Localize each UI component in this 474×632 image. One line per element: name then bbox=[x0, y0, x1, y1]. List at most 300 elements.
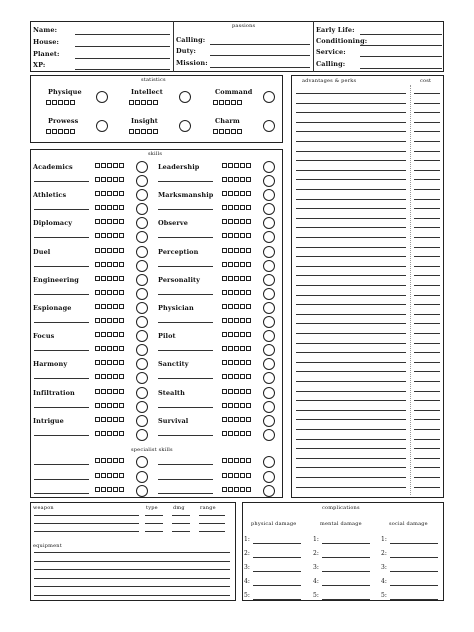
skill-line bbox=[158, 350, 213, 351]
complication-line[interactable] bbox=[322, 585, 370, 586]
skill-line bbox=[34, 181, 89, 182]
header-divider-1 bbox=[173, 21, 174, 72]
advantage-line[interactable] bbox=[296, 208, 406, 209]
skill-label: Observe bbox=[158, 219, 189, 228]
complication-line[interactable] bbox=[322, 543, 370, 544]
cost-line[interactable] bbox=[414, 391, 440, 392]
advantage-line[interactable] bbox=[296, 160, 406, 161]
specialist-field[interactable] bbox=[158, 493, 213, 494]
skill-label: Espionage bbox=[33, 304, 72, 312]
weapon-range-line[interactable] bbox=[199, 523, 225, 524]
skill-boxes[interactable] bbox=[95, 389, 124, 394]
skill-circle[interactable] bbox=[263, 415, 275, 427]
weapon-type-line[interactable] bbox=[145, 531, 163, 532]
skill-label: Survival bbox=[158, 416, 189, 425]
specialist-boxes[interactable] bbox=[222, 473, 251, 478]
skill-boxes[interactable] bbox=[222, 360, 251, 365]
specialist-boxes[interactable] bbox=[95, 458, 124, 463]
weapon-title: weapon bbox=[33, 505, 54, 511]
specialist-circle[interactable] bbox=[263, 471, 275, 483]
cost-line[interactable] bbox=[414, 381, 440, 382]
skill-boxes[interactable] bbox=[95, 346, 124, 351]
mental-damage-header: mental damage bbox=[320, 521, 362, 527]
skill-line bbox=[34, 350, 89, 351]
header-field[interactable] bbox=[75, 34, 170, 35]
cost-line[interactable] bbox=[414, 429, 440, 430]
background-field[interactable] bbox=[360, 34, 442, 35]
skill-label: Pilot bbox=[158, 332, 176, 341]
complication-number: 2: bbox=[244, 550, 250, 557]
advantage-line[interactable] bbox=[296, 141, 406, 142]
complication-line[interactable] bbox=[322, 599, 370, 600]
skill-boxes[interactable] bbox=[95, 191, 124, 196]
weapon-dmg-line[interactable] bbox=[172, 523, 190, 524]
cost-line[interactable] bbox=[414, 103, 440, 104]
cost-line[interactable] bbox=[414, 314, 440, 315]
skill-boxes[interactable] bbox=[95, 163, 124, 168]
weapon-dmg-header: dmg bbox=[173, 505, 185, 511]
skill-label: Perception bbox=[158, 247, 199, 256]
weapon-name-line[interactable] bbox=[34, 531, 139, 532]
stat-circle[interactable] bbox=[179, 120, 191, 132]
complication-number: 4: bbox=[381, 578, 387, 585]
skill-circle[interactable] bbox=[136, 175, 148, 187]
complication-line[interactable] bbox=[253, 599, 301, 600]
skill-circle[interactable] bbox=[136, 161, 148, 173]
skill-label: Physician bbox=[158, 304, 194, 312]
skill-boxes[interactable] bbox=[222, 205, 251, 210]
stat-boxes[interactable] bbox=[46, 100, 75, 105]
complication-number: 1: bbox=[313, 536, 319, 543]
advantage-line[interactable] bbox=[296, 304, 406, 305]
complication-line[interactable] bbox=[253, 571, 301, 572]
complication-number: 2: bbox=[381, 550, 387, 557]
specialist-boxes[interactable] bbox=[222, 487, 251, 492]
equipment-line[interactable] bbox=[34, 561, 230, 562]
skill-boxes[interactable] bbox=[222, 417, 251, 422]
complication-number: 3: bbox=[381, 564, 387, 571]
complication-number: 5: bbox=[381, 592, 387, 599]
specialist-circle[interactable] bbox=[136, 485, 148, 497]
advantage-line[interactable] bbox=[296, 419, 406, 420]
cost-line[interactable] bbox=[414, 179, 440, 180]
advantage-line[interactable] bbox=[296, 112, 406, 113]
advantage-line[interactable] bbox=[296, 458, 406, 459]
passions-title: passions bbox=[232, 23, 256, 29]
advantages-title: advantages & perks bbox=[302, 78, 357, 84]
stat-boxes[interactable] bbox=[129, 129, 158, 134]
skill-boxes[interactable] bbox=[222, 177, 251, 182]
stat-label: Intellect bbox=[131, 88, 163, 96]
passion-field[interactable] bbox=[210, 44, 310, 45]
weapon-dmg-line[interactable] bbox=[172, 515, 190, 516]
cost-line[interactable] bbox=[414, 323, 440, 324]
skill-boxes[interactable] bbox=[95, 403, 124, 408]
weapon-type-line[interactable] bbox=[145, 523, 163, 524]
skill-label: Focus bbox=[33, 332, 55, 341]
cost-line[interactable] bbox=[414, 352, 440, 353]
skill-line bbox=[34, 209, 89, 210]
advantage-line[interactable] bbox=[296, 323, 406, 324]
advantage-line[interactable] bbox=[296, 439, 406, 440]
cost-line[interactable] bbox=[414, 419, 440, 420]
passion-field[interactable] bbox=[210, 67, 310, 68]
cost-line[interactable] bbox=[414, 227, 440, 228]
background-field[interactable] bbox=[360, 45, 442, 46]
advantage-line[interactable] bbox=[296, 131, 406, 132]
complication-line[interactable] bbox=[253, 543, 301, 544]
specialist-field[interactable] bbox=[158, 464, 213, 465]
header-field[interactable] bbox=[75, 58, 170, 59]
advantage-line[interactable] bbox=[296, 448, 406, 449]
cost-line[interactable] bbox=[414, 189, 440, 190]
weapon-name-line[interactable] bbox=[34, 515, 139, 516]
cost-line[interactable] bbox=[414, 151, 440, 152]
skill-label: Harmony bbox=[33, 360, 68, 369]
skill-label: Marksmanship bbox=[158, 191, 214, 200]
skill-boxes[interactable] bbox=[95, 219, 124, 224]
stat-label: Command bbox=[215, 88, 253, 96]
stat-circle[interactable] bbox=[179, 91, 191, 103]
background-label: Conditioning: bbox=[316, 37, 368, 45]
background-label: Service: bbox=[316, 48, 346, 56]
cost-line[interactable] bbox=[414, 208, 440, 209]
cost-line[interactable] bbox=[414, 439, 440, 440]
passion-label: Calling: bbox=[176, 36, 206, 44]
advantage-line[interactable] bbox=[296, 285, 406, 286]
complication-number: 1: bbox=[244, 536, 250, 543]
specialist-circle[interactable] bbox=[263, 485, 275, 497]
advantage-line[interactable] bbox=[296, 314, 406, 315]
advantage-line[interactable] bbox=[296, 410, 406, 411]
skill-line bbox=[34, 407, 89, 408]
advantage-line[interactable] bbox=[296, 275, 406, 276]
skill-label: Academics bbox=[33, 163, 73, 171]
complication-line[interactable] bbox=[253, 585, 301, 586]
skill-circle[interactable] bbox=[136, 316, 148, 328]
advantage-line[interactable] bbox=[296, 352, 406, 353]
equipment-line[interactable] bbox=[34, 586, 230, 587]
stat-circle[interactable] bbox=[263, 91, 275, 103]
specialist-boxes[interactable] bbox=[95, 473, 124, 478]
social-damage-header: social damage bbox=[389, 521, 428, 527]
skill-line bbox=[158, 266, 213, 267]
cost-divider bbox=[410, 85, 411, 495]
header-label: House: bbox=[33, 38, 59, 46]
cost-line[interactable] bbox=[414, 170, 440, 171]
advantage-line[interactable] bbox=[296, 487, 406, 488]
complication-number: 4: bbox=[313, 578, 319, 585]
skill-boxes[interactable] bbox=[95, 417, 124, 422]
advantage-line[interactable] bbox=[296, 189, 406, 190]
cost-line[interactable] bbox=[414, 487, 440, 488]
header-label: Planet: bbox=[33, 50, 60, 58]
skill-boxes[interactable] bbox=[222, 290, 251, 295]
cost-line[interactable] bbox=[414, 371, 440, 372]
cost-line[interactable] bbox=[414, 458, 440, 459]
weapon-name-line[interactable] bbox=[34, 523, 139, 524]
advantage-line[interactable] bbox=[296, 400, 406, 401]
cost-line[interactable] bbox=[414, 410, 440, 411]
complication-number: 3: bbox=[313, 564, 319, 571]
equipment-line[interactable] bbox=[34, 552, 230, 553]
advantage-line[interactable] bbox=[296, 477, 406, 478]
specialist-boxes[interactable] bbox=[95, 487, 124, 492]
weapon-type-header: type bbox=[146, 505, 158, 511]
skills-box bbox=[30, 149, 283, 498]
skill-label: Stealth bbox=[158, 388, 185, 397]
skill-boxes[interactable] bbox=[95, 318, 124, 323]
skill-line bbox=[34, 237, 89, 238]
header-field[interactable] bbox=[75, 46, 170, 47]
background-label: Calling: bbox=[316, 60, 346, 68]
skill-line bbox=[34, 435, 89, 436]
advantage-line[interactable] bbox=[296, 151, 406, 152]
cost-line[interactable] bbox=[414, 400, 440, 401]
stat-label: Charm bbox=[215, 117, 240, 125]
skill-circle[interactable] bbox=[263, 246, 275, 258]
skill-circle[interactable] bbox=[136, 401, 148, 413]
equipment-line[interactable] bbox=[34, 569, 230, 570]
skill-line bbox=[158, 181, 213, 182]
skill-boxes[interactable] bbox=[95, 332, 124, 337]
advantage-line[interactable] bbox=[296, 343, 406, 344]
complication-number: 5: bbox=[313, 592, 319, 599]
complication-line[interactable] bbox=[390, 557, 438, 558]
advantage-line[interactable] bbox=[296, 237, 406, 238]
skill-boxes[interactable] bbox=[95, 374, 124, 379]
cost-line[interactable] bbox=[414, 275, 440, 276]
advantage-line[interactable] bbox=[296, 362, 406, 363]
skill-circle[interactable] bbox=[136, 429, 148, 441]
cost-line[interactable] bbox=[414, 467, 440, 468]
skill-boxes[interactable] bbox=[95, 177, 124, 182]
skill-circle[interactable] bbox=[263, 429, 275, 441]
cost-line[interactable] bbox=[414, 362, 440, 363]
complication-line[interactable] bbox=[253, 557, 301, 558]
cost-line[interactable] bbox=[414, 237, 440, 238]
cost-line[interactable] bbox=[414, 199, 440, 200]
equipment-title: equipment bbox=[33, 543, 62, 549]
passion-label: Duty: bbox=[176, 47, 197, 55]
equipment-line[interactable] bbox=[34, 578, 230, 579]
physical-damage-header: physical damage bbox=[251, 521, 297, 527]
skill-circle[interactable] bbox=[263, 302, 275, 314]
skill-label: Intrigue bbox=[33, 416, 64, 425]
advantage-line[interactable] bbox=[296, 199, 406, 200]
skill-label: Leadership bbox=[158, 163, 200, 171]
advantage-line[interactable] bbox=[296, 218, 406, 219]
advantage-line[interactable] bbox=[296, 295, 406, 296]
advantage-line[interactable] bbox=[296, 429, 406, 430]
cost-label: cost bbox=[420, 78, 432, 84]
advantage-line[interactable] bbox=[296, 256, 406, 257]
skill-boxes[interactable] bbox=[222, 374, 251, 379]
skill-boxes[interactable] bbox=[222, 318, 251, 323]
advantage-line[interactable] bbox=[296, 170, 406, 171]
cost-line[interactable] bbox=[414, 93, 440, 94]
weapon-range-line[interactable] bbox=[199, 531, 225, 532]
cost-line[interactable] bbox=[414, 141, 440, 142]
advantage-line[interactable] bbox=[296, 122, 406, 123]
skill-circle[interactable] bbox=[136, 415, 148, 427]
background-field[interactable] bbox=[360, 56, 442, 57]
specialist-circle[interactable] bbox=[263, 456, 275, 468]
specialist-skills-title: specialist skills bbox=[131, 447, 173, 453]
background-field[interactable] bbox=[360, 68, 442, 69]
cost-line[interactable] bbox=[414, 333, 440, 334]
specialist-boxes[interactable] bbox=[222, 458, 251, 463]
skill-boxes[interactable] bbox=[222, 389, 251, 394]
advantage-line[interactable] bbox=[296, 103, 406, 104]
skill-boxes[interactable] bbox=[95, 431, 124, 436]
specialist-circle[interactable] bbox=[136, 471, 148, 483]
skill-circle[interactable] bbox=[263, 260, 275, 272]
skill-boxes[interactable] bbox=[222, 276, 251, 281]
advantage-line[interactable] bbox=[296, 227, 406, 228]
advantage-line[interactable] bbox=[296, 266, 406, 267]
weapon-range-line[interactable] bbox=[199, 515, 225, 516]
skill-label: Diplomacy bbox=[33, 219, 73, 228]
skill-boxes[interactable] bbox=[222, 233, 251, 238]
skill-boxes[interactable] bbox=[222, 262, 251, 267]
stat-circle[interactable] bbox=[96, 91, 108, 103]
skill-boxes[interactable] bbox=[222, 403, 251, 408]
advantage-line[interactable] bbox=[296, 179, 406, 180]
skill-line bbox=[34, 266, 89, 267]
skill-line bbox=[34, 322, 89, 323]
cost-line[interactable] bbox=[414, 295, 440, 296]
specialist-circle[interactable] bbox=[136, 456, 148, 468]
stat-circle[interactable] bbox=[96, 120, 108, 132]
advantage-line[interactable] bbox=[296, 247, 406, 248]
complication-line[interactable] bbox=[322, 557, 370, 558]
advantage-line[interactable] bbox=[296, 371, 406, 372]
skill-circle[interactable] bbox=[263, 175, 275, 187]
stat-circle[interactable] bbox=[263, 120, 275, 132]
skill-label: Athletics bbox=[33, 191, 67, 200]
skill-circle[interactable] bbox=[263, 316, 275, 328]
cost-line[interactable] bbox=[414, 122, 440, 123]
skill-line bbox=[158, 435, 213, 436]
skill-label: Engineering bbox=[33, 275, 79, 284]
cost-line[interactable] bbox=[414, 112, 440, 113]
skill-circle[interactable] bbox=[136, 387, 148, 399]
stat-boxes[interactable] bbox=[213, 129, 242, 134]
skill-boxes[interactable] bbox=[95, 205, 124, 210]
skill-circle[interactable] bbox=[263, 401, 275, 413]
complication-line[interactable] bbox=[390, 599, 438, 600]
cost-line[interactable] bbox=[414, 477, 440, 478]
skill-boxes[interactable] bbox=[95, 262, 124, 267]
cost-line[interactable] bbox=[414, 285, 440, 286]
advantage-line[interactable] bbox=[296, 467, 406, 468]
complication-number: 4: bbox=[244, 578, 250, 585]
skill-circle[interactable] bbox=[263, 161, 275, 173]
skill-circle[interactable] bbox=[263, 387, 275, 399]
cost-line[interactable] bbox=[414, 266, 440, 267]
specialist-field[interactable] bbox=[34, 479, 89, 480]
cost-line[interactable] bbox=[414, 131, 440, 132]
stat-boxes[interactable] bbox=[129, 100, 158, 105]
skill-circle[interactable] bbox=[263, 274, 275, 286]
skill-boxes[interactable] bbox=[222, 191, 251, 196]
skill-circle[interactable] bbox=[136, 246, 148, 258]
cost-line[interactable] bbox=[414, 304, 440, 305]
complication-line[interactable] bbox=[390, 585, 438, 586]
skill-circle[interactable] bbox=[263, 288, 275, 300]
complication-number: 5: bbox=[244, 592, 250, 599]
skill-boxes[interactable] bbox=[222, 304, 251, 309]
skill-boxes[interactable] bbox=[95, 304, 124, 309]
skill-line bbox=[158, 209, 213, 210]
skill-circle[interactable] bbox=[136, 302, 148, 314]
skill-boxes[interactable] bbox=[222, 332, 251, 337]
background-label: Early Life: bbox=[316, 26, 355, 34]
skill-circle[interactable] bbox=[136, 274, 148, 286]
statistics-title: statistics bbox=[141, 77, 166, 83]
skill-line bbox=[158, 322, 213, 323]
equipment-line[interactable] bbox=[34, 595, 230, 596]
header-label: Name: bbox=[33, 26, 58, 34]
weapon-type-line[interactable] bbox=[145, 515, 163, 516]
skill-circle[interactable] bbox=[136, 260, 148, 272]
advantage-line[interactable] bbox=[296, 93, 406, 94]
advantage-line[interactable] bbox=[296, 333, 406, 334]
skill-boxes[interactable] bbox=[222, 163, 251, 168]
specialist-field[interactable] bbox=[34, 464, 89, 465]
cost-line[interactable] bbox=[414, 448, 440, 449]
specialist-field[interactable] bbox=[158, 479, 213, 480]
stat-boxes[interactable] bbox=[46, 129, 75, 134]
skill-boxes[interactable] bbox=[222, 219, 251, 224]
cost-line[interactable] bbox=[414, 218, 440, 219]
complication-line[interactable] bbox=[390, 543, 438, 544]
skill-boxes[interactable] bbox=[222, 346, 251, 351]
skill-boxes[interactable] bbox=[95, 360, 124, 365]
header-divider-2 bbox=[313, 21, 314, 72]
stat-label: Insight bbox=[131, 117, 158, 125]
complications-box bbox=[242, 502, 444, 601]
skill-line bbox=[158, 378, 213, 379]
advantage-line[interactable] bbox=[296, 381, 406, 382]
specialist-field[interactable] bbox=[34, 493, 89, 494]
complication-line[interactable] bbox=[390, 571, 438, 572]
skill-boxes[interactable] bbox=[95, 233, 124, 238]
skill-boxes[interactable] bbox=[222, 431, 251, 436]
skill-line bbox=[34, 378, 89, 379]
skill-circle[interactable] bbox=[136, 288, 148, 300]
header-field[interactable] bbox=[75, 69, 170, 70]
stat-boxes[interactable] bbox=[213, 100, 242, 105]
cost-line[interactable] bbox=[414, 247, 440, 248]
skill-boxes[interactable] bbox=[222, 248, 251, 253]
weapon-dmg-line[interactable] bbox=[172, 531, 190, 532]
advantage-line[interactable] bbox=[296, 391, 406, 392]
advantages-box bbox=[291, 75, 444, 498]
skill-label: Personality bbox=[158, 275, 201, 284]
skill-line bbox=[158, 294, 213, 295]
skill-boxes[interactable] bbox=[95, 290, 124, 295]
skill-boxes[interactable] bbox=[95, 276, 124, 281]
passion-field[interactable] bbox=[210, 55, 310, 56]
complication-line[interactable] bbox=[322, 571, 370, 572]
cost-line[interactable] bbox=[414, 256, 440, 257]
cost-line[interactable] bbox=[414, 343, 440, 344]
cost-line[interactable] bbox=[414, 160, 440, 161]
skill-boxes[interactable] bbox=[95, 248, 124, 253]
stat-label: Physique bbox=[48, 88, 82, 96]
